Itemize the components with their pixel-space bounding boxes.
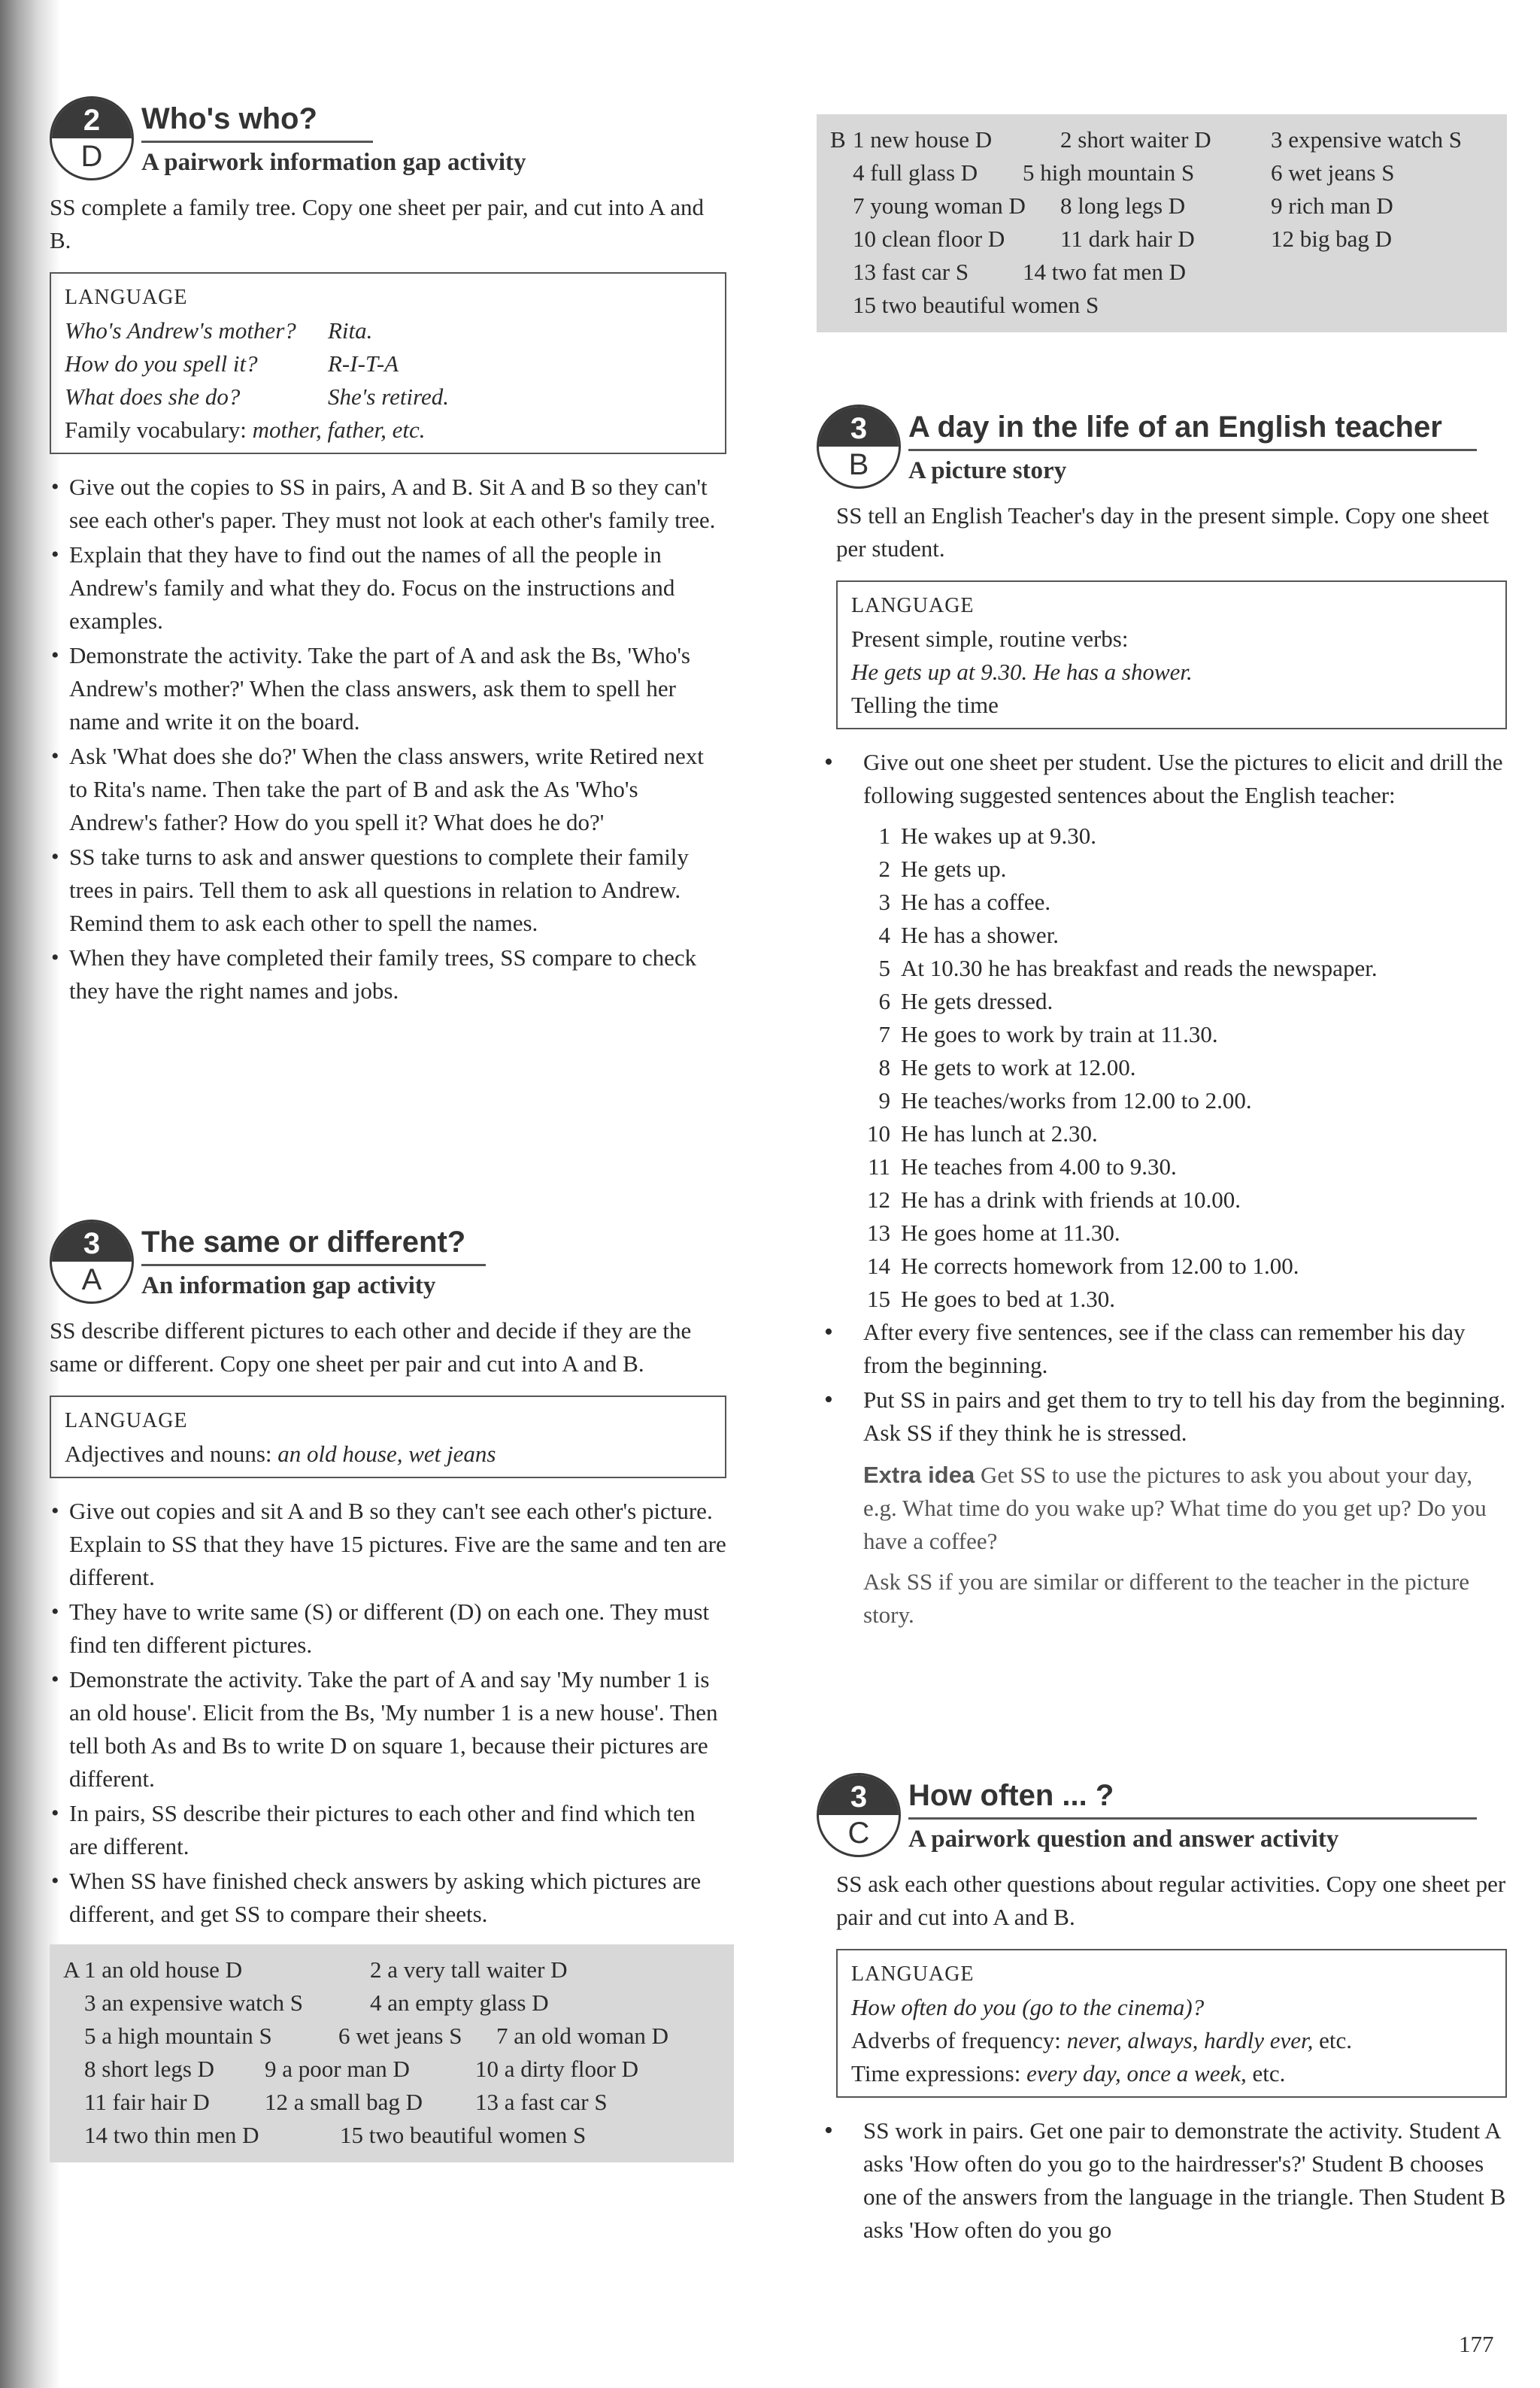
language-suffix: etc.	[1246, 2060, 1286, 2086]
language-line	[65, 1438, 711, 1471]
badge-letter: A	[81, 1263, 102, 1296]
language-line: Present simple, routine verbs:	[851, 626, 1129, 652]
answer-row	[63, 2119, 720, 2152]
step-number: 9	[878, 1087, 890, 1114]
answer-item: 1 new house D	[853, 126, 993, 153]
answer-sheet-label: A	[63, 1956, 80, 1983]
step-text: He has a coffee.	[901, 889, 1051, 915]
answer-key-b	[817, 114, 1507, 332]
section-same-or-different	[50, 1220, 726, 2162]
language-box	[836, 1949, 1507, 2098]
section-how-often	[817, 1773, 1507, 2248]
section-day-in-the-life	[817, 405, 1507, 1632]
step-text: He teaches from 4.00 to 9.30.	[901, 1153, 1177, 1180]
instruction-item: • Give out the copies to SS in pairs, A and B. Sit A and B so they can't see each other's paper. They must not look at each other's family tree.	[50, 471, 726, 537]
step-number: 6	[878, 988, 890, 1014]
step-number: 2	[878, 856, 890, 882]
language-box	[836, 580, 1507, 729]
badge-number: 3	[52, 1222, 132, 1262]
step-text: He gets up.	[901, 856, 1007, 882]
step-number: 3	[878, 889, 890, 915]
section-title: The same or different?	[141, 1226, 486, 1266]
language-examples: How often do you (go to the cinema)?	[851, 1994, 1205, 2020]
section-subtitle: A pairwork information gap activity	[141, 149, 526, 176]
answer-row	[63, 2053, 720, 2086]
badge-letter: B	[848, 448, 869, 481]
step-text: He has a drink with friends at 10.00.	[901, 1186, 1241, 1213]
language-label: LANGUAGE	[65, 286, 188, 309]
language-line	[851, 2024, 1492, 2057]
section-badge	[817, 1773, 901, 1857]
instruction-item: • Give out copies and sit A and B so they can't see each other's picture. Explain to SS that they have 15 pictures. Five are the same and ten are different.	[50, 1495, 726, 1594]
step-number: 12	[867, 1186, 890, 1213]
answer-row	[830, 223, 1493, 256]
story-step	[863, 1117, 1507, 1150]
step-text: He wakes up at 9.30.	[901, 823, 1096, 849]
answer-item: 2 a very tall waiter D	[370, 1956, 568, 1983]
instruction-list	[50, 471, 726, 1008]
answer-item: 13 a fast car S	[475, 2089, 608, 2115]
language-examples: never, always, hardly ever,	[1066, 2027, 1314, 2053]
section-intro: SS complete a family tree. Copy one sheet per pair, and cut into A and B.	[50, 194, 704, 253]
language-vocab	[65, 414, 711, 447]
step-text: He goes to work by train at 11.30.	[901, 1021, 1218, 1047]
step-number: 4	[878, 922, 890, 948]
answer-row	[830, 123, 1493, 156]
language-line	[851, 2057, 1492, 2090]
language-suffix: etc.	[1313, 2027, 1353, 2053]
answer-row	[830, 289, 1493, 322]
language-examples: an old house, wet jeans	[277, 1441, 496, 1467]
answer-item: 12 big bag D	[1271, 226, 1393, 252]
instruction-item: • After every five sentences, see if the class can remember his day from the beginning.	[817, 1316, 1507, 1382]
step-text: He teaches/works from 12.00 to 2.00.	[901, 1087, 1252, 1114]
story-step	[863, 1283, 1507, 1316]
language-question: How do you spell it?	[65, 350, 258, 377]
section-subtitle: An information gap activity	[141, 1272, 436, 1299]
answer-row	[830, 256, 1493, 289]
section-intro: SS ask each other questions about regular activities. Copy one sheet per pair and cut into A and B.	[836, 1871, 1506, 1930]
answer-item: 11 dark hair D	[1060, 226, 1195, 252]
language-examples: He gets up at 9.30. He has a shower.	[851, 659, 1193, 685]
instruction-list	[817, 746, 1507, 812]
language-box	[50, 1396, 726, 1478]
instruction-list	[817, 1316, 1507, 1450]
step-number: 11	[868, 1153, 890, 1180]
instruction-item: • When they have completed their family trees, SS compare to check they have the right names and jobs.	[50, 941, 726, 1008]
instruction-item: • Give out one sheet per student. Use the pictures to elicit and drill the following suggested sentences about the English teacher:	[817, 746, 1507, 812]
step-number: 15	[867, 1286, 890, 1312]
badge-number: 3	[819, 407, 899, 447]
language-answer: She's retired.	[328, 383, 450, 410]
section-badge	[50, 1220, 134, 1304]
answer-item: 7 young woman D	[853, 192, 1026, 219]
section-intro: SS tell an English Teacher's day in the present simple. Copy one sheet per student.	[836, 502, 1490, 562]
step-text: He gets dressed.	[901, 988, 1053, 1014]
page-number: 177	[1459, 2331, 1494, 2357]
step-text: He goes home at 11.30.	[901, 1220, 1120, 1246]
language-label: LANGUAGE	[65, 1409, 188, 1432]
story-step	[863, 1217, 1507, 1250]
instruction-list	[50, 1495, 726, 1931]
section-badge	[50, 96, 134, 180]
answer-row	[63, 2086, 720, 2119]
answer-item: 11 fair hair D	[84, 2089, 210, 2115]
language-prefix: Adjectives and nouns:	[65, 1441, 278, 1467]
instruction-item: • In pairs, SS describe their pictures to each other and find which ten are different.	[50, 1797, 726, 1863]
step-number: 5	[878, 955, 890, 981]
story-step	[863, 1183, 1507, 1217]
story-step	[863, 919, 1507, 952]
badge-number: 3	[819, 1775, 899, 1815]
step-text: He has lunch at 2.30.	[901, 1120, 1098, 1147]
instruction-item: • Demonstrate the activity. Take the part of A and ask the Bs, 'Who's Andrew's mother?' When the class answers, ask them to spell her name and write it on the board.	[50, 639, 726, 738]
story-step	[863, 1084, 1507, 1117]
answer-item: 3 an expensive watch S	[84, 1989, 303, 2016]
step-number: 1	[878, 823, 890, 849]
step-number: 13	[867, 1220, 890, 1246]
language-prefix: Adverbs of frequency:	[851, 2027, 1067, 2053]
step-number: 14	[867, 1253, 890, 1279]
step-text: He goes to bed at 1.30.	[901, 1286, 1115, 1312]
answer-item: 8 long legs D	[1060, 192, 1186, 219]
answer-item: 14 two fat men D	[1023, 259, 1186, 285]
section-header	[50, 1220, 726, 1310]
instruction-list	[817, 2114, 1507, 2247]
story-step	[863, 1250, 1507, 1283]
story-step	[863, 952, 1507, 985]
story-step	[863, 1150, 1507, 1183]
section-whos-who	[50, 96, 726, 1009]
instruction-item: • When SS have finished check answers by asking which pictures are different, and get SS to compare their sheets.	[50, 1865, 726, 1931]
language-prefix: Time expressions:	[851, 2060, 1027, 2086]
language-question: Who's Andrew's mother?	[65, 317, 296, 344]
story-step	[863, 820, 1507, 853]
section-intro: SS describe different pictures to each other and decide if they are the same or different. Copy one sheet per pair and cut into A and B.	[50, 1317, 692, 1377]
extra-idea-text: Get SS to use the pictures to ask you about your day, e.g. What time do you wake up? What time do you get up? Do you have a coffee?	[863, 1462, 1487, 1554]
answer-row	[830, 189, 1493, 223]
instruction-item: • Demonstrate the activity. Take the part of A and say 'My number 1 is an old house'. Elicit from the Bs, 'My number 1 is a new house'. Then tell both As and Bs to write D on square 1, because their pictures are different.	[50, 1663, 726, 1796]
section-header	[817, 405, 1507, 495]
section-header	[50, 96, 726, 186]
language-vocab-prefix: Family vocabulary:	[65, 417, 253, 443]
story-step	[863, 1051, 1507, 1084]
story-steps	[863, 820, 1507, 1316]
answer-item: 10 clean floor D	[853, 226, 1005, 252]
language-label: LANGUAGE	[851, 594, 975, 617]
instruction-item: • Put SS in pairs and get them to try to tell his day from the beginning. Ask SS if they think he is stressed.	[817, 1383, 1507, 1450]
answer-item: 6 wet jeans S	[338, 2023, 462, 2049]
story-step	[863, 985, 1507, 1018]
badge-number: 2	[52, 98, 132, 138]
answer-item: 1 an old house D	[84, 1956, 243, 1983]
story-step	[863, 1018, 1507, 1051]
step-number: 8	[878, 1054, 890, 1080]
answer-item: 3 expensive watch S	[1271, 126, 1462, 153]
answer-item: 2 short waiter D	[1060, 126, 1211, 153]
section-title: How often ... ?	[908, 1779, 1477, 1820]
story-step	[863, 886, 1507, 919]
language-line: Telling the time	[851, 692, 999, 718]
extra-idea-heading: Extra idea	[863, 1462, 975, 1488]
instruction-item: • SS take turns to ask and answer questions to complete their family trees in pairs. Tell them to ask all questions in relation to Andrew. Remind them to ask each other to spell the names.	[50, 841, 726, 940]
language-label: LANGUAGE	[851, 1962, 975, 1986]
language-box	[50, 272, 726, 454]
answer-key-a	[50, 1944, 734, 2162]
answer-item: 5 a high mountain S	[84, 2023, 272, 2049]
answer-row	[830, 156, 1493, 189]
language-question: What does she do?	[65, 383, 241, 410]
answer-item: 6 wet jeans S	[1271, 159, 1395, 186]
step-number: 10	[867, 1120, 890, 1147]
answer-item: 14 two thin men D	[84, 2122, 259, 2148]
section-subtitle: A pairwork question and answer activity	[908, 1826, 1339, 1853]
section-header	[817, 1773, 1507, 1863]
answer-item: 15 two beautiful women S	[340, 2122, 587, 2148]
answer-item: 10 a dirty floor D	[475, 2056, 638, 2082]
answer-item: 4 an empty glass D	[370, 1989, 549, 2016]
instruction-item: • Explain that they have to find out the names of all the people in Andrew's family and what they do. Focus on the instructions and examples.	[50, 538, 726, 638]
answer-sheet-label: B	[830, 126, 846, 153]
section-badge	[817, 405, 901, 489]
section-subtitle: A picture story	[908, 457, 1067, 484]
badge-letter: D	[80, 140, 103, 173]
language-examples: every day, once a week,	[1026, 2060, 1247, 2086]
language-vocab-examples: mother, father, etc.	[252, 417, 426, 443]
answer-item: 7 an old woman D	[496, 2023, 669, 2049]
answer-row	[63, 2020, 720, 2053]
language-answer: R-I-T-A	[328, 350, 399, 377]
step-text: He corrects homework from 12.00 to 1.00.	[901, 1253, 1299, 1279]
answer-item: 5 high mountain S	[1023, 159, 1195, 186]
step-text: He gets to work at 12.00.	[901, 1054, 1136, 1080]
section-title: A day in the life of an English teacher	[908, 411, 1477, 451]
instruction-item: • They have to write same (S) or different (D) on each one. They must find ten different pictures.	[50, 1596, 726, 1662]
step-text: At 10.30 he has breakfast and reads the newspaper.	[901, 955, 1378, 981]
step-text: He has a shower.	[901, 922, 1060, 948]
answer-item: 8 short legs D	[84, 2056, 215, 2082]
step-number: 7	[878, 1021, 890, 1047]
extra-idea	[817, 1459, 1507, 1558]
section-title: Who's who?	[141, 102, 373, 143]
answer-item: 15 two beautiful women S	[853, 292, 1099, 318]
language-answer: Rita.	[328, 317, 373, 344]
language-examples	[65, 314, 711, 414]
story-step	[863, 853, 1507, 886]
instruction-item: • Ask 'What does she do?' When the class answers, write Retired next to Rita's name. Then take the part of B and ask the As 'Who's Andrew's father? How do you spell it? What does he do?'	[50, 740, 726, 839]
answer-item: 12 a small bag D	[265, 2089, 423, 2115]
answer-item: 4 full glass D	[853, 159, 978, 186]
answer-item: 13 fast car S	[853, 259, 969, 285]
extra-idea-followup: Ask SS if you are similar or different to the teacher in the picture story.	[863, 1568, 1470, 1628]
badge-letter: C	[847, 1817, 870, 1850]
instruction-item: • SS work in pairs. Get one pair to demonstrate the activity. Student A asks 'How often do you go to the hairdresser's?' Student B chooses one of the answers from the language in the triangle. Then Student B asks 'How often do you go	[817, 2114, 1507, 2247]
answer-row	[63, 1986, 720, 2020]
answer-item: 9 rich man D	[1271, 192, 1393, 219]
answer-row	[63, 1953, 720, 1986]
answer-item: 9 a poor man D	[265, 2056, 410, 2082]
